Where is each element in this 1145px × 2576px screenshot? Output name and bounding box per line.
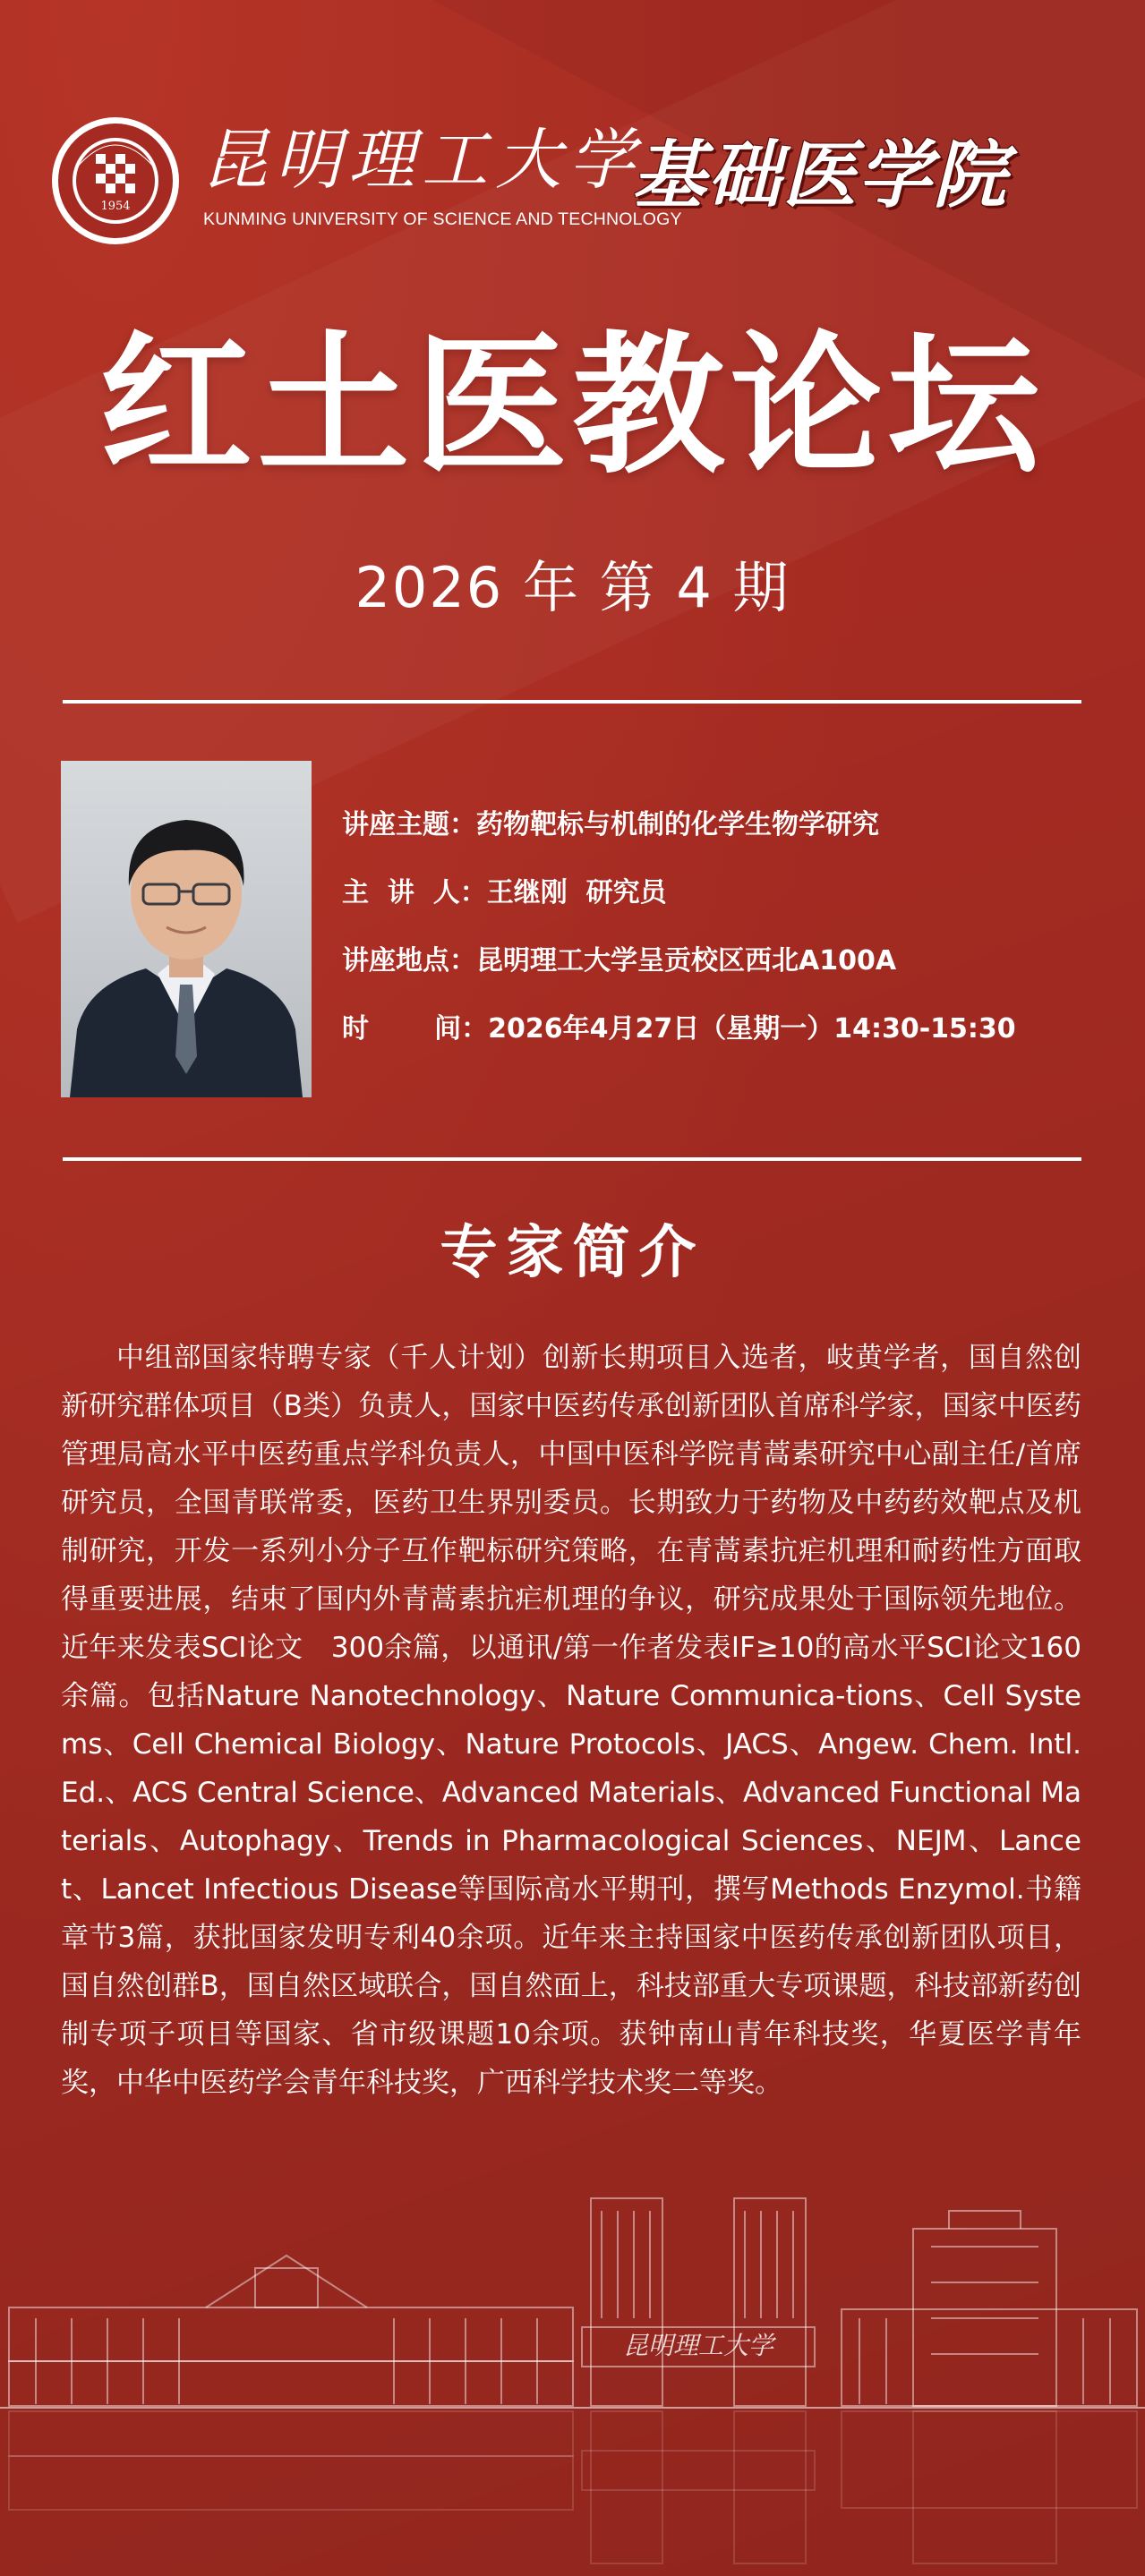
speaker-photo (61, 761, 312, 1097)
bio-title: 专家简介 (440, 1220, 705, 1286)
bio-text: 中组部国家特聘专家（千人计划）创新长期项目入选者，岐黄学者，国自然创新研究群体项目（B类）负责人，国家中医药传承创新团队首席科学家，国家中医药管理局高水平中医药重点学科负责人，中国中医科学院青蒿素研究中心副主任/首席研究员，全国青联常委，医药卫生界别委员。长期致力于药物及中药药效靶点及机制研究，开发一系列小分子互作靶标研究策略，在青蒿素抗疟机理和耐药性方面取得重要进展，结束了国内外青蒿素抗疟机理的争议，研究成果处于国际领先地位。近年来发表SCI论文 300余篇，以通讯/第一作者发表IF≥10的高水平SCI论文160余篇。包括Nature Nanotechnology、Nature Communica-tions、Cell Systems、Cell Chemical Biology、Nature Protocols、JACS、Angew. Chem. Intl. Ed.、ACS Central Science、Advanced Materials、Advanced Functional Materials、Autophagy、Trends in Pharmacological Sciences、NEJM、Lancet、Lancet Infectious Disease等国际高水平期刊，撰写Methods Enzymol.书籍章节3篇，获批国家发明专利40余项。近年来主持国家中医药传承创新团队项目，国自然创群B，国自然区域联合，国自然面上，科技部重大专项课题，科技部新药创制专项子项目等国家、省市级课题10余项。获钟南山青年科技奖，华夏医学青年奖，中华中医药学会青年科技奖，广西科学技术奖二等奖。 (61, 1342, 1081, 2099)
issue-number: 2026 年 第 4 期 (355, 555, 790, 620)
topic-value: 药物靶标与机制的化学生物学研究 (476, 809, 879, 840)
venue-label: 讲座地点： (342, 945, 476, 977)
venue-value: 昆明理工大学呈贡校区西北A100A (476, 945, 897, 977)
svg-text:1954: 1954 (100, 200, 131, 213)
svg-text:昆明理工大学: 昆明理工大学 (622, 2331, 774, 2360)
speaker-label: 主 讲 人： (342, 877, 487, 908)
topic-label: 讲座主题： (342, 809, 476, 840)
info-time (342, 1002, 1112, 1070)
lecture-info (342, 798, 1112, 1070)
info-speaker (342, 866, 1112, 934)
time-label: 时 间： (342, 1013, 489, 1045)
university-name-cn: 昆明理工大学 (201, 122, 642, 199)
forum-title: 红土医教论坛 (99, 316, 1046, 495)
campus-skyline-illustration (0, 2193, 1145, 2576)
university-seal-logo (49, 115, 182, 247)
header (49, 115, 1097, 249)
speaker-value: 王继刚 研究员 (486, 877, 667, 908)
info-venue (342, 934, 1112, 1002)
university-name-en: KUNMING UNIVERSITY OF SCIENCE AND TECHNOLOGY (203, 209, 682, 229)
divider-top (63, 700, 1081, 704)
divider-middle (63, 1157, 1081, 1161)
info-topic (342, 798, 1112, 866)
school-name: 基础医学院 (632, 133, 1008, 218)
time-value: 2026年4月27日（星期一）14:30-15:30 (488, 1013, 1016, 1045)
